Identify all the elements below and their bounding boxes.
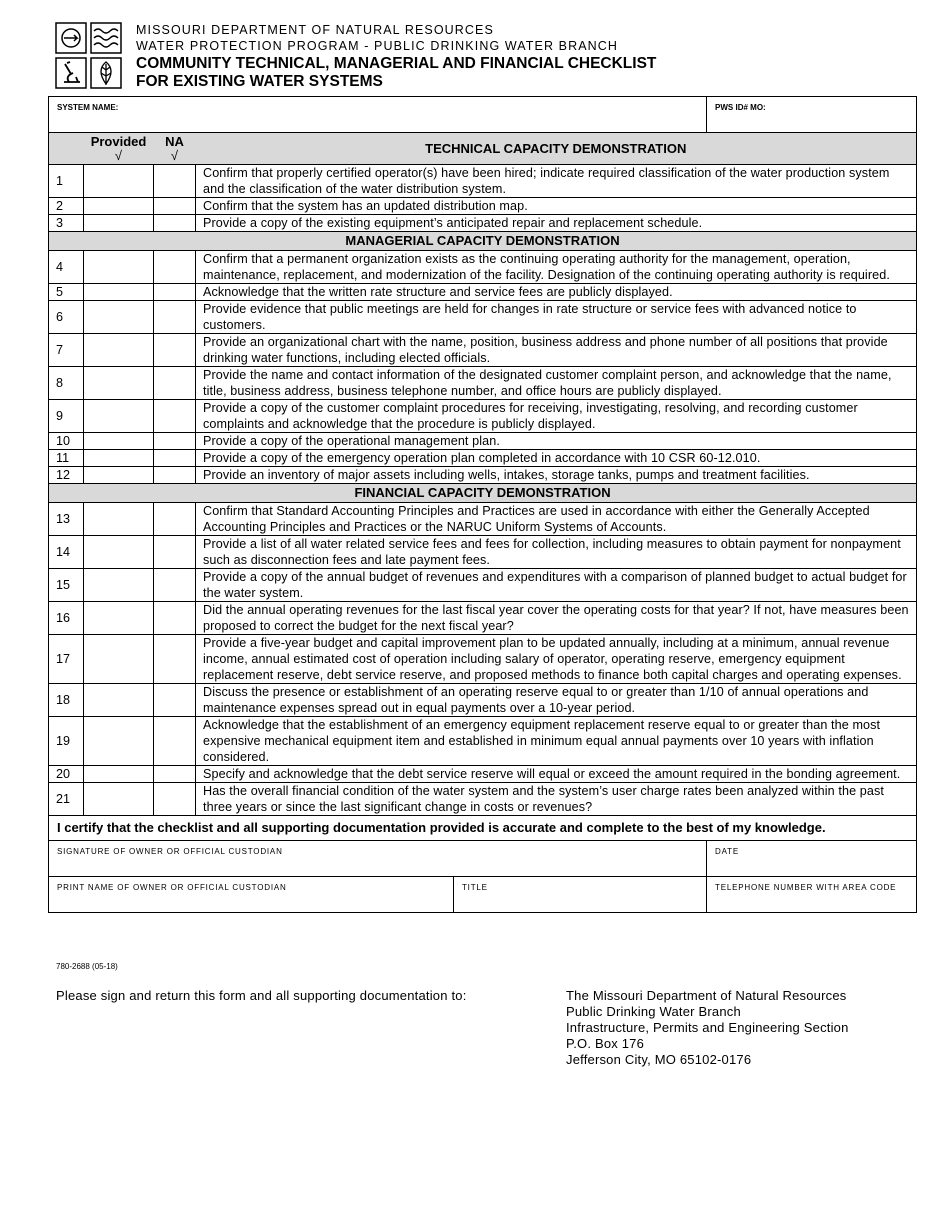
item-number: 1 — [49, 165, 84, 198]
item-text: Provide a copy of the customer complaint procedures for receiving, investigating, resolving, and recording customer complaints and acknowledge that the procedure is publicly displayed. — [196, 400, 917, 433]
item-number: 12 — [49, 467, 84, 484]
na-checkbox[interactable] — [154, 569, 196, 602]
provided-checkbox[interactable] — [84, 684, 154, 717]
na-column-header: NA √ — [154, 133, 196, 165]
na-checkbox[interactable] — [154, 536, 196, 569]
checklist-row — [49, 602, 917, 635]
provided-checkbox[interactable] — [84, 467, 154, 484]
item-text: Discuss the presence or establishment of an operating reserve equal to or greater than 1/10 of annual operations and maintenance expenses spread out in equal payments over a 10-year period. — [196, 684, 917, 717]
checklist-row — [49, 400, 917, 433]
item-number: 16 — [49, 602, 84, 635]
item-number: 7 — [49, 334, 84, 367]
certification-statement: I certify that the checklist and all supporting documentation provided is accurate and complete to the best of my knowledge. — [49, 816, 917, 841]
na-checkbox[interactable] — [154, 301, 196, 334]
item-text: Acknowledge that the written rate structure and service fees are publicly displayed. — [196, 284, 917, 301]
na-checkbox[interactable] — [154, 334, 196, 367]
item-text: Has the overall financial condition of the water system and the system’s user charge rates been analyzed within the past three years or since the last significant change in costs or revenues? — [196, 783, 917, 816]
item-text: Confirm that the system has an updated distribution map. — [196, 198, 917, 215]
na-checkbox[interactable] — [154, 400, 196, 433]
provided-checkbox[interactable] — [84, 717, 154, 766]
water-icon — [91, 23, 121, 53]
checklist-row — [49, 165, 917, 198]
item-number: 18 — [49, 684, 84, 717]
form-title: COMMUNITY TECHNICAL, MANAGERIAL AND FINANCIAL CHECKLIST FOR EXISTING WATER SYSTEMS — [136, 55, 657, 90]
item-number: 4 — [49, 251, 84, 284]
provided-checkbox[interactable] — [84, 367, 154, 400]
title-field[interactable]: TITLE — [454, 877, 707, 913]
item-number: 11 — [49, 450, 84, 467]
na-checkbox[interactable] — [154, 367, 196, 400]
item-text: Confirm that a permanent organization exists as the continuing operating authority for the management, operation, maintenance, replacement, and modernization of the facility. Designation of the continuing operating authority is required. — [196, 251, 917, 284]
na-checkbox[interactable] — [154, 766, 196, 783]
item-text: Confirm that properly certified operator(s) have been hired; indicate required classification of the water production system and the classification of the water distribution system. — [196, 165, 917, 198]
mailing-address: The Missouri Department of Natural Resources Public Drinking Water Branch Infrastructure, Permits and Engineering Section P.O. Box 176 Jefferson City, MO 65102-0176 — [566, 988, 849, 1067]
item-text: Provide an organizational chart with the name, position, business address and phone number of all positions that provide drinking water functions, including elected officials. — [196, 334, 917, 367]
item-number: 3 — [49, 215, 84, 232]
checklist-row — [49, 635, 917, 684]
checklist-row — [49, 783, 917, 816]
item-number: 19 — [49, 717, 84, 766]
return-instructions: Please sign and return this form and all supporting documentation to: — [56, 988, 467, 1003]
checklist-row — [49, 536, 917, 569]
provided-checkbox[interactable] — [84, 503, 154, 536]
provided-checkbox[interactable] — [84, 536, 154, 569]
checklist-row — [49, 503, 917, 536]
phone-field[interactable]: TELEPHONE NUMBER WITH AREA CODE — [707, 877, 917, 913]
provided-checkbox[interactable] — [84, 284, 154, 301]
print-name-field[interactable]: PRINT NAME OF OWNER OR OFFICIAL CUSTODIAN — [49, 877, 454, 913]
item-text: Acknowledge that the establishment of an emergency equipment replacement reserve equal to or greater than the most expensive mechanical equipment item and established in minimum equal annual payments over 10 years with inflation considered. — [196, 717, 917, 766]
pws-id-field[interactable]: PWS ID# MO: — [707, 97, 917, 133]
technical-section-header: TECHNICAL CAPACITY DEMONSTRATION — [196, 133, 917, 165]
na-checkbox[interactable] — [154, 467, 196, 484]
provided-checkbox[interactable] — [84, 433, 154, 450]
checklist-row — [49, 284, 917, 301]
checklist-row — [49, 433, 917, 450]
checklist-row — [49, 684, 917, 717]
item-number: 8 — [49, 367, 84, 400]
item-text: Provide a copy of the operational management plan. — [196, 433, 917, 450]
provided-checkbox[interactable] — [84, 301, 154, 334]
checklist-row — [49, 301, 917, 334]
na-checkbox[interactable] — [154, 503, 196, 536]
item-number: 20 — [49, 766, 84, 783]
provided-checkbox[interactable] — [84, 569, 154, 602]
provided-checkbox[interactable] — [84, 334, 154, 367]
item-number: 9 — [49, 400, 84, 433]
provided-checkbox[interactable] — [84, 783, 154, 816]
checklist-row — [49, 334, 917, 367]
checklist-table — [48, 96, 917, 913]
item-number: 6 — [49, 301, 84, 334]
checklist-row — [49, 569, 917, 602]
managerial-section-header: MANAGERIAL CAPACITY DEMONSTRATION — [49, 232, 917, 251]
provided-checkbox[interactable] — [84, 251, 154, 284]
item-text: Provide an inventory of major assets including wells, intakes, storage tanks, pumps and treatment facilities. — [196, 467, 917, 484]
agency-name: MISSOURI DEPARTMENT OF NATURAL RESOURCES — [136, 23, 494, 37]
item-number: 10 — [49, 433, 84, 450]
checklist-row — [49, 251, 917, 284]
provided-checkbox[interactable] — [84, 450, 154, 467]
checklist-row — [49, 766, 917, 783]
signature-field[interactable]: SIGNATURE OF OWNER OR OFFICIAL CUSTODIAN — [49, 841, 707, 877]
provided-checkbox[interactable] — [84, 165, 154, 198]
provided-checkbox[interactable] — [84, 400, 154, 433]
provided-checkbox[interactable] — [84, 766, 154, 783]
item-text: Provide a copy of the existing equipment’s anticipated repair and replacement schedule. — [196, 215, 917, 232]
item-number: 21 — [49, 783, 84, 816]
na-checkbox[interactable] — [154, 251, 196, 284]
dnr-logo — [55, 22, 123, 90]
provided-checkbox[interactable] — [84, 602, 154, 635]
program-name: WATER PROTECTION PROGRAM - PUBLIC DRINKING WATER BRANCH — [136, 39, 619, 53]
item-text: Provide a copy of the annual budget of revenues and expenditures with a comparison of planned budget to actual budget for the water system. — [196, 569, 917, 602]
checklist-row — [49, 467, 917, 484]
item-text: Provide the name and contact information of the designated customer complaint person, and acknowledge that the name, title, business address, business telephone number, and office hours are publicly displayed. — [196, 367, 917, 400]
checklist-row — [49, 215, 917, 232]
na-checkbox[interactable] — [154, 433, 196, 450]
provided-column-header: Provided √ — [84, 133, 154, 165]
date-field[interactable]: DATE — [707, 841, 917, 877]
item-text: Provide a copy of the emergency operation plan completed in accordance with 10 CSR 60-12.010. — [196, 450, 917, 467]
checklist-row — [49, 367, 917, 400]
checklist-row — [49, 450, 917, 467]
na-checkbox[interactable] — [154, 215, 196, 232]
checklist-row — [49, 717, 917, 766]
item-text: Confirm that Standard Accounting Principles and Practices are used in accordance with either the Generally Accepted Accounting Principles and Practices or the NARUC Uniform Systems of Accounts. — [196, 503, 917, 536]
na-checkbox[interactable] — [154, 602, 196, 635]
item-number: 5 — [49, 284, 84, 301]
item-text: Provide evidence that public meetings are held for changes in rate structure or service fees with advanced notice to customers. — [196, 301, 917, 334]
item-number: 13 — [49, 503, 84, 536]
na-checkbox[interactable] — [154, 198, 196, 215]
financial-section-header: FINANCIAL CAPACITY DEMONSTRATION — [49, 484, 917, 503]
item-text: Specify and acknowledge that the debt service reserve will equal or exceed the amount required in the bonding agreement. — [196, 766, 917, 783]
item-number: 2 — [49, 198, 84, 215]
system-name-field[interactable]: SYSTEM NAME: — [49, 97, 707, 133]
checklist-row — [49, 198, 917, 215]
provided-checkbox[interactable] — [84, 215, 154, 232]
provided-checkbox[interactable] — [84, 198, 154, 215]
item-text: Provide a five-year budget and capital improvement plan to be updated annually, including at a minimum, annual revenue income, annual estimated cost of operation including salary of operator, operating reserve, emergency equipment replacement reserve, debt service reserve, and proposed methods to finance both capital charges and operating expenses. — [196, 635, 917, 684]
na-checkbox[interactable] — [154, 450, 196, 467]
provided-checkbox[interactable] — [84, 635, 154, 684]
na-checkbox[interactable] — [154, 717, 196, 766]
form-number: 780-2688 (05-18) — [56, 962, 118, 971]
na-checkbox[interactable] — [154, 783, 196, 816]
na-checkbox[interactable] — [154, 684, 196, 717]
item-number: 17 — [49, 635, 84, 684]
item-number: 15 — [49, 569, 84, 602]
na-checkbox[interactable] — [154, 165, 196, 198]
item-text: Did the annual operating revenues for the last fiscal year cover the operating costs for that year? If not, have measures been proposed to correct the budget for the next fiscal year? — [196, 602, 917, 635]
na-checkbox[interactable] — [154, 635, 196, 684]
item-number: 14 — [49, 536, 84, 569]
item-text: Provide a list of all water related service fees and fees for collection, including measures to obtain payment for nonpayment such as disconnection fees and late payment fees. — [196, 536, 917, 569]
na-checkbox[interactable] — [154, 284, 196, 301]
